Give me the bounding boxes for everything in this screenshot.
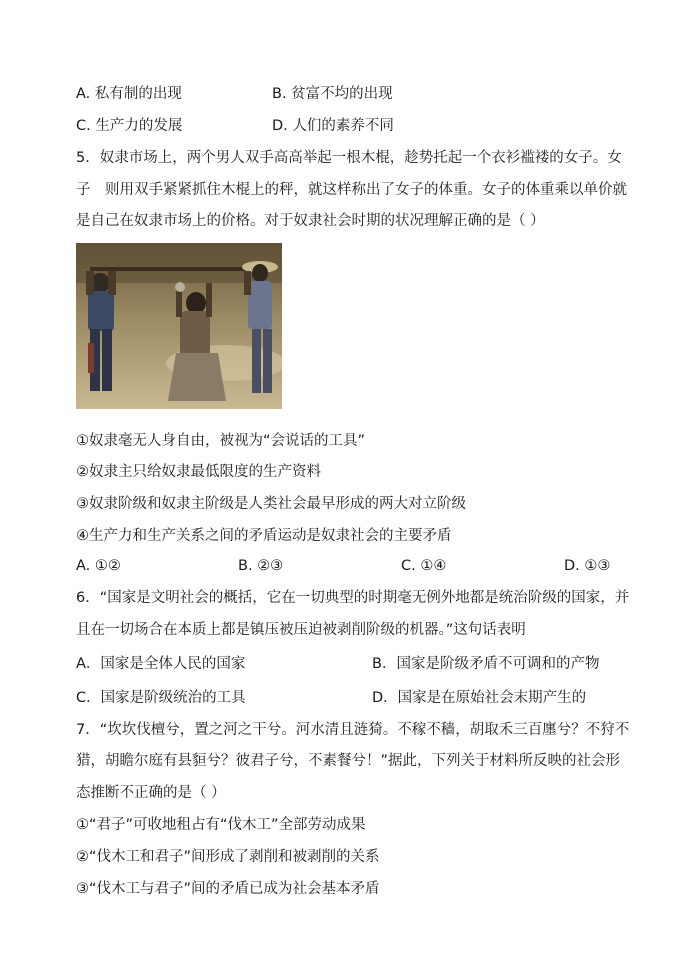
q7-item-3: ③“伐木工与君子”间的矛盾已成为社会基本矛盾 (76, 881, 380, 897)
q6-option-a: A．国家是全体人民的国家 (76, 656, 246, 672)
q6-stem-line-1: 6．“国家是文明社会的概括，它在一切典型的时期毫无例外地都是统治阶级的国家，并 (76, 590, 630, 606)
q5-stem-line-3: 是自己在奴隶市场上的价格。对于奴隶社会时期的状况理解正确的是（ ） (76, 213, 545, 229)
q4-option-a: A. 私有制的出现 (76, 86, 182, 102)
q5-option-c: C. ①④ (401, 558, 447, 574)
q6-option-c: C．国家是阶级统治的工具 (76, 690, 246, 706)
q5-option-b: B. ②③ (238, 558, 284, 574)
q5-option-d: D. ①③ (564, 558, 611, 574)
q5-stem-line-1: 5．奴隶市场上，两个男人双手高高举起一根木棍，趁势托起一个衣衫褴褛的女子。女 (76, 150, 622, 166)
q4-option-d: D. 人们的素养不同 (272, 118, 394, 134)
q4-option-b: B. 贫富不均的出现 (272, 86, 393, 102)
q5-item-1: ①奴隶毫无人身自由，被视为“会说话的工具” (76, 433, 366, 449)
q6-option-d: D．国家是在原始社会末期产生的 (372, 690, 587, 706)
q7-stem-line-3: 态推断不正确的是（ ） (76, 785, 226, 801)
q7-stem-line-2: 猎，胡瞻尔庭有县貆兮？彼君子兮，不素餐兮！”据此，下列关于材料所反映的社会形 (76, 753, 621, 769)
q7-stem-line-1: 7．“坎坎伐檀兮，置之河之干兮。河水清且涟猗。不稼不穑，胡取禾三百廛兮？不狩不 (76, 722, 630, 738)
q5-item-4: ④生产力和生产关系之间的矛盾运动是奴隶社会的主要矛盾 (76, 528, 452, 544)
q6-stem-line-2: 且在一切场合在本质上都是镇压被压迫被剥削阶级的机器。”这句话表明 (76, 622, 526, 638)
q6-option-b: B．国家是阶级矛盾不可调和的产物 (372, 656, 600, 672)
q5-stem-line-2: 子 则用双手紧紧抓住木棍上的秤，就这样称出了女子的体重。女子的体重乘以单价就 (76, 182, 627, 198)
q7-item-2: ②“伐木工和君子”间形成了剥削和被剥削的关系 (76, 849, 380, 865)
slave-market-weighing-photo (76, 243, 282, 409)
q5-option-a: A. ①② (76, 558, 121, 574)
q7-item-1: ①“君子”可收地租占有“伐木工”全部劳动成果 (76, 817, 366, 833)
q5-item-3: ③奴隶阶级和奴隶主阶级是人类社会最早形成的两大对立阶级 (76, 496, 466, 512)
q4-option-c: C. 生产力的发展 (76, 118, 183, 134)
q5-item-2: ②奴隶主只给奴隶最低限度的生产资料 (76, 464, 321, 480)
